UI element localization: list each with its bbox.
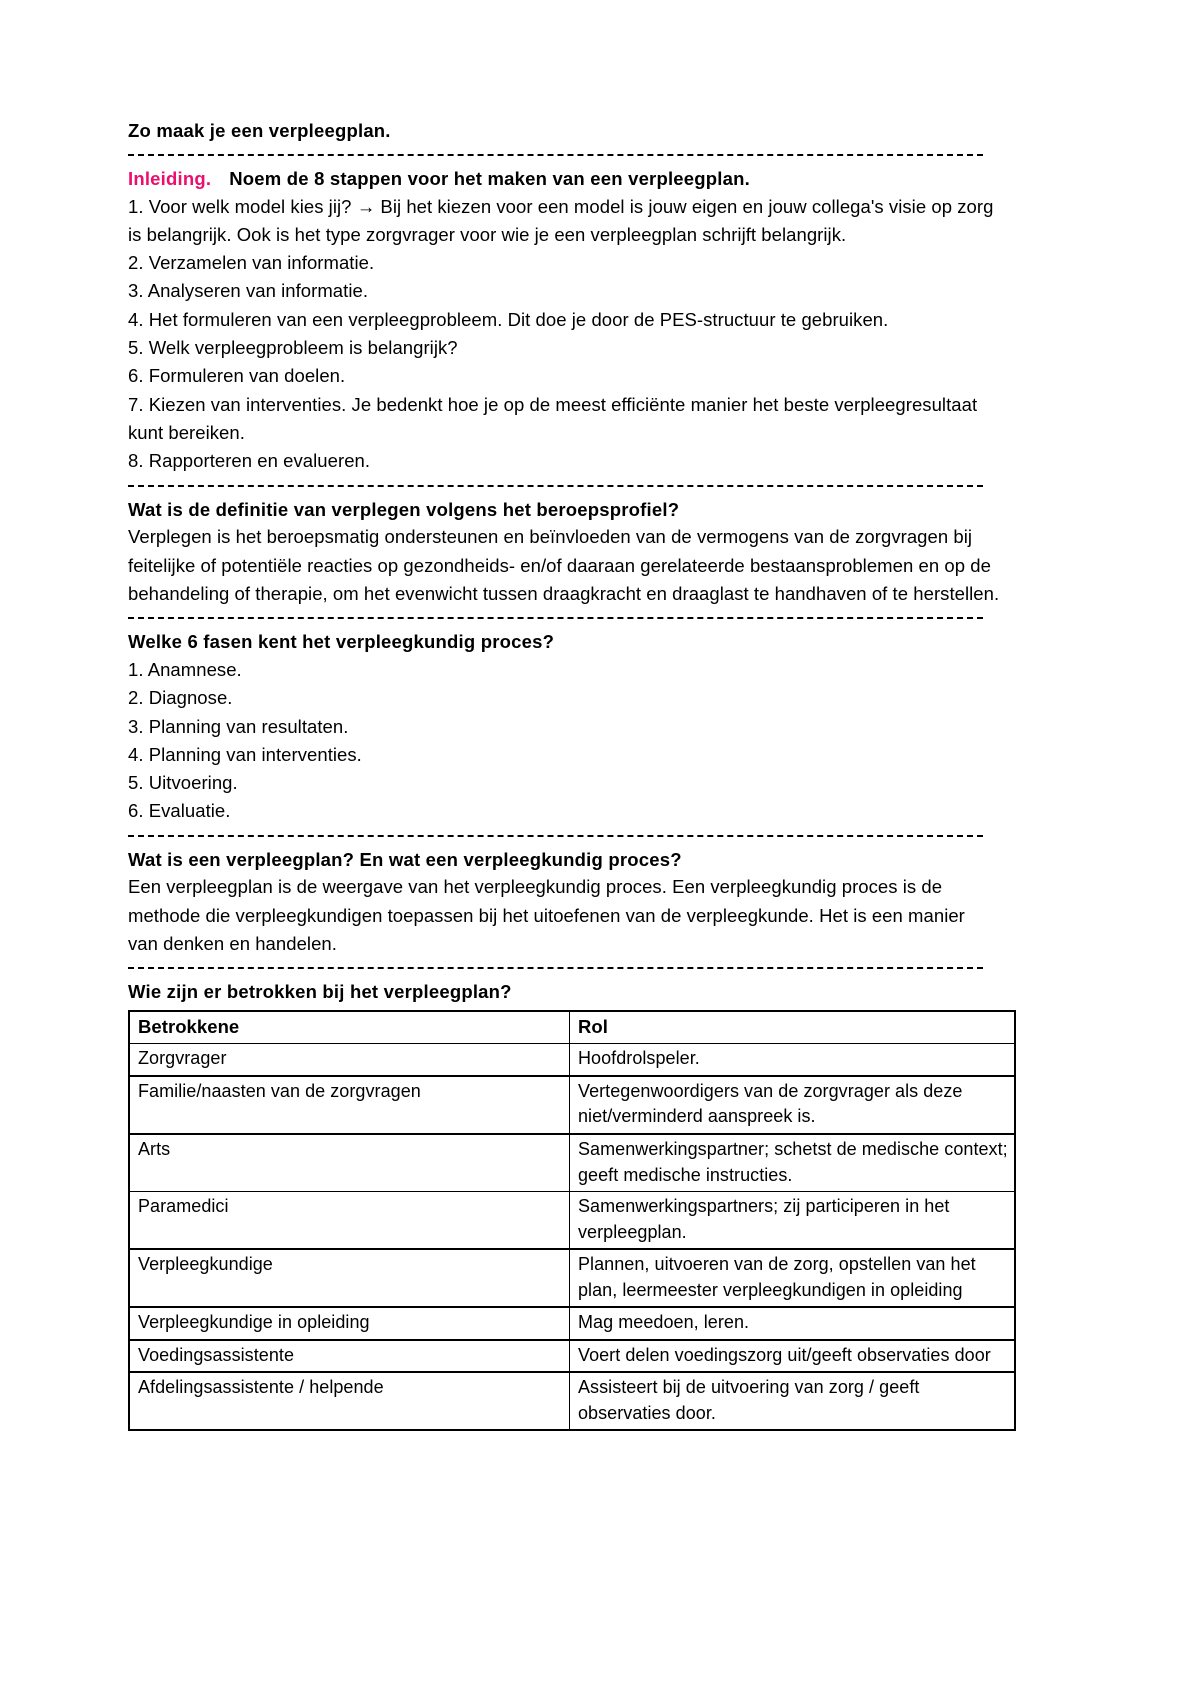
cell-betrokkene: Arts — [129, 1134, 570, 1192]
fasen-list — [128, 656, 1000, 826]
list-item: 2. Diagnose. — [128, 687, 233, 709]
list-item: 3. Analyseren van informatie. — [128, 280, 369, 302]
section-inleiding — [128, 165, 1000, 476]
list-item: 4. Het formuleren van een verpleegprobleem. Dit doe je door de PES-structuur te gebruiken. — [128, 308, 889, 330]
section-heading-betrokkenen: Wie zijn er betrokken bij het verpleegplan? — [128, 981, 512, 1003]
section-heading-verpleegplan-proces: Wat is een verpleegplan? En wat een verpleegkundig proces? — [128, 848, 682, 870]
cell-rol: Mag meedoen, leren. — [570, 1307, 1016, 1340]
section-divider — [128, 835, 983, 837]
cell-rol: Vertegenwoordigers van de zorgvrager als deze niet/verminderd aanspreek is. — [570, 1076, 1016, 1134]
table-row — [129, 1307, 1015, 1340]
list-item: 4. Planning van interventies. — [128, 743, 362, 765]
list-item: 7. Kiezen van interventies. Je bedenkt hoe je op de meest efficiënte manier het beste verpleegresultaat kunt bereiken. — [128, 393, 978, 443]
section-divider — [128, 154, 983, 156]
section-verpleegplan-proces — [128, 846, 1000, 959]
table-row — [129, 1372, 1015, 1430]
section-fasen — [128, 628, 1000, 826]
list-item: 6. Evaluatie. — [128, 800, 231, 822]
verpleegplan-proces-paragraph: Een verpleegplan is de weergave van het verpleegkundig proces. Een verpleegkundig proces is de methode die verpleegkundigen toepassen bij het uitoefenen van de verpleegkunde. Het is een manier van denken en handelen. — [128, 876, 965, 955]
cell-betrokkene: Afdelingsassistente / helpende — [129, 1372, 570, 1430]
section-betrokkenen — [128, 978, 1008, 1431]
section-divider — [128, 485, 983, 487]
table-row — [129, 1134, 1015, 1192]
page-title: Zo maak je een verpleegplan. — [128, 120, 391, 141]
cell-rol: Samenwerkingspartners; zij participeren in het verpleegplan. — [570, 1192, 1016, 1250]
cell-rol: Assisteert bij de uitvoering van zorg / geeft observaties door. — [570, 1372, 1016, 1430]
list-item: 5. Uitvoering. — [128, 772, 238, 794]
cell-rol: Samenwerkingspartner; schetst de medische context; geeft medische instructies. — [570, 1134, 1016, 1192]
list-item: 8. Rapporteren en evalueren. — [128, 450, 371, 472]
cell-betrokkene: Verpleegkundige — [129, 1249, 570, 1307]
cell-rol: Plannen, uitvoeren van de zorg, opstellen van het plan, leermeester verpleegkundigen in opleiding — [570, 1249, 1016, 1307]
list-item: 6. Formuleren van doelen. — [128, 365, 346, 387]
column-header-betrokkene: Betrokkene — [129, 1011, 570, 1044]
betrokkenen-table — [128, 1010, 1016, 1431]
table-row — [129, 1249, 1015, 1307]
list-item: 1. Anamnese. — [128, 658, 242, 680]
definitie-paragraph: Verplegen is het beroepsmatig ondersteunen en beïnvloeden van de vermogens van de zorgvragen bij feitelijke of potentiële reacties op gezondheids- en/of daaraan gerelateerde bestaansproblemen en op de behandeling of therapie, om het evenwicht tussen draagkracht en draaglast te handhaven of te herstellen. — [128, 526, 1000, 604]
table-header-row — [129, 1011, 1015, 1044]
table-row — [129, 1044, 1015, 1076]
section-heading-inleiding — [128, 165, 1000, 193]
table-row — [129, 1340, 1015, 1373]
cell-betrokkene: Zorgvrager — [129, 1044, 570, 1076]
section-heading-fasen: Welke 6 fasen kent het verpleegkundig proces? — [128, 631, 555, 653]
list-item: 3. Planning van resultaten. — [128, 715, 349, 737]
list-item: 2. Verzamelen van informatie. — [128, 252, 375, 274]
cell-rol: Voert delen voedingszorg uit/geeft observaties door — [570, 1340, 1016, 1373]
inleiding-steps-list — [128, 193, 1000, 476]
table-row — [129, 1192, 1015, 1250]
cell-betrokkene: Verpleegkundige in opleiding — [129, 1307, 570, 1340]
cell-betrokkene: Paramedici — [129, 1192, 570, 1250]
list-item: 1. Voor welk model kies jij? → Bij het kiezen voor een model is jouw eigen en jouw collega's visie op zorg is belangrijk. Ook is het type zorgvrager voor wie je een verpleegplan schrijft belangrijk. — [128, 195, 994, 245]
inleiding-question: Noem de 8 stappen voor het maken van een verpleegplan. — [229, 167, 750, 189]
section-definitie — [128, 496, 1000, 609]
section-divider — [128, 967, 983, 969]
cell-rol: Hoofdrolspeler. — [570, 1044, 1016, 1076]
section-heading-definitie: Wat is de definitie van verplegen volgens het beroepsprofiel? — [128, 498, 680, 520]
column-header-rol: Rol — [570, 1011, 1016, 1044]
section-divider — [128, 617, 983, 619]
table-row — [129, 1076, 1015, 1134]
cell-betrokkene: Familie/naasten van de zorgvragen — [129, 1076, 570, 1134]
cell-betrokkene: Voedingsassistente — [129, 1340, 570, 1373]
list-item: 5. Welk verpleegprobleem is belangrijk? — [128, 337, 458, 359]
inleiding-label: Inleiding. — [128, 167, 212, 189]
